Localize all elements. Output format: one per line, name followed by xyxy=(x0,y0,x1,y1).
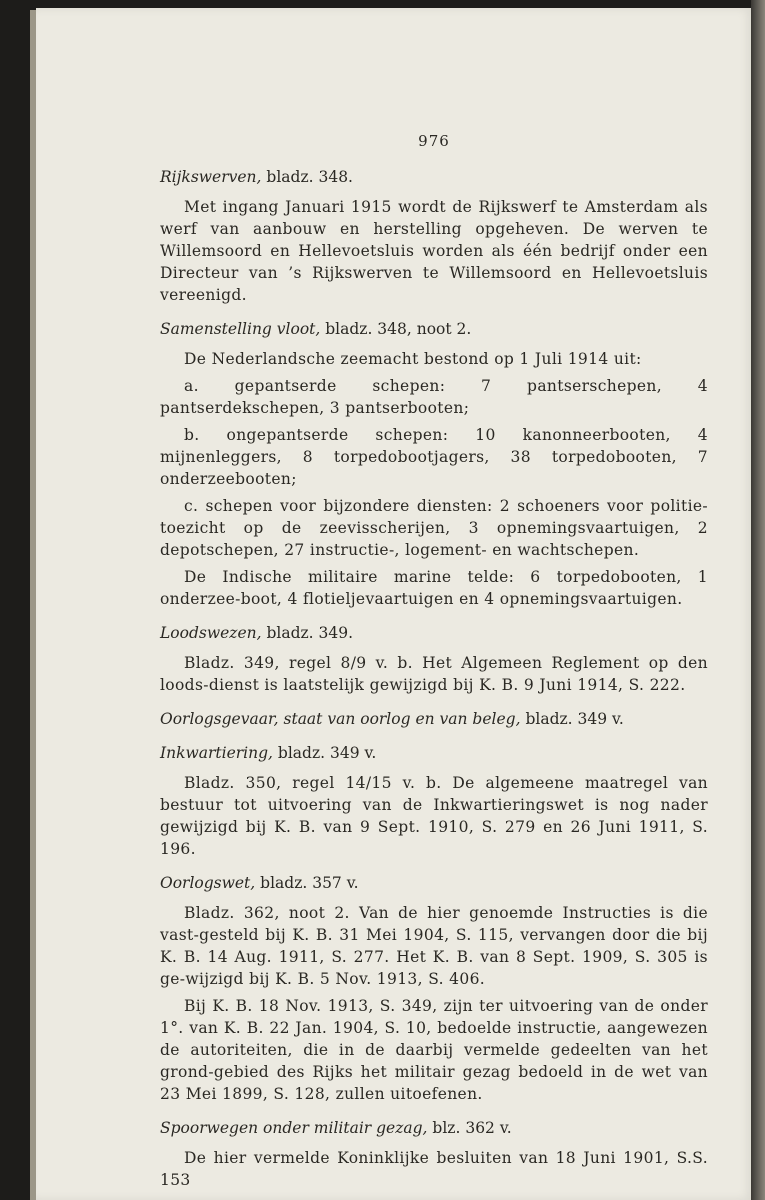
section-heading-samenstelling-vloot xyxy=(160,318,708,340)
scan-edge xyxy=(751,0,765,1200)
section-ref: bladz. 349. xyxy=(261,624,354,642)
paragraph: Met ingang Januari 1915 wordt de Rijkswerf te Amsterdam als werf van aanbouw en herstelling opgeheven. De werven te Willemsoord en Hellevoetsluis worden als één bedrijf onder een Directeur van ’s Rijkswerven te Willemsoord en Hellevoetsluis vereenigd. xyxy=(160,198,708,304)
section-heading-inkwartiering xyxy=(160,742,708,764)
list-item-c: c. schepen voor bijzondere diensten: 2 schoeners voor politie-toezicht op de zeevisscherijen, 3 opnemingsvaartuigen, 2 depotschepen, 27 instructie-, logement- en wachtschepen. xyxy=(160,497,708,559)
section-ref: bladz. 349 v. xyxy=(272,744,377,762)
section-heading-oorlogswet xyxy=(160,872,708,894)
paragraph: De Indische militaire marine telde: 6 torpedobooten, 1 onderzee-boot, 4 flotieljevaartuigen en 4 opnemingsvaartuigen. xyxy=(160,568,708,608)
section-title: Oorlogswet, xyxy=(160,874,256,892)
paragraph: Bladz. 350, regel 14/15 v. b. De algemeene maatregel van bestuur tot uitvoering van de Inkwartieringswet is nog nader gewijzigd bij K. B. van 9 Sept. 1910, S. 279 en 26 Juni 1911, S. 196. xyxy=(160,774,708,858)
section-heading-oorlogsgevaar xyxy=(160,708,708,730)
section-title: Oorlogsgevaar, staat van oorlog en van beleg, xyxy=(160,710,521,728)
section-ref: bladz. 357 v. xyxy=(255,874,359,892)
list-item-b: b. ongepantserde schepen: 10 kanonneerbooten, 4 mijnenleggers, 8 torpedobootjagers, 38 torpedobooten, 7 onderzeebooten; xyxy=(160,426,708,488)
section-ref: bladz. 348, noot 2. xyxy=(320,320,472,338)
page-text xyxy=(160,130,708,1196)
section-title: Samenstelling vloot, xyxy=(160,320,321,338)
section-title: Spoorwegen onder militair gezag, xyxy=(160,1119,428,1137)
section-title: Rijkswerven, xyxy=(160,168,262,186)
paragraph: Bladz. 349, regel 8/9 v. b. Het Algemeen Reglement op den loods-dienst is laatstelijk gewijzigd bij K. B. 9 Juni 1914, S. 222. xyxy=(160,654,708,694)
section-ref: bladz. 349 v. xyxy=(520,710,624,728)
paragraph: Bij K. B. 18 Nov. 1913, S. 349, zijn ter uitvoering van de onder 1°. van K. B. 22 Jan. 1904, S. 10, bedoelde instructie, aangewezen de autoriteiten, die in de daarbij vermelde gedeelten van het grond-gebied des Rijks het militair gezag bedoeld in de wet van 23 Mei 1899, S. 128, zullen uitoefenen. xyxy=(160,997,708,1103)
section-ref: blz. 362 v. xyxy=(427,1119,512,1137)
section-heading-rijkswerven xyxy=(160,166,708,188)
list-item-a: a. gepantserde schepen: 7 pantserschepen, 4 pantserdekschepen, 3 pantserbooten; xyxy=(160,377,708,417)
paragraph: De hier vermelde Koninklijke besluiten van 18 Juni 1901, S.S. 153 xyxy=(160,1149,708,1189)
section-heading-loodswezen xyxy=(160,622,708,644)
section-title: Loodswezen, xyxy=(160,624,262,642)
page-number: 976 xyxy=(418,132,450,150)
section-title: Inkwartiering, xyxy=(160,744,273,762)
paragraph: De Nederlandsche zeemacht bestond op 1 Juli 1914 uit: xyxy=(184,350,642,368)
paragraph: Bladz. 362, noot 2. Van de hier genoemde Instructies is die vast-gesteld bij K. B. 31 Mei 1904, S. 115, vervangen door die bij K. B. 14 Aug. 1911, S. 277. Het K. B. van 8 Sept. 1909, S. 305 is ge-wijzigd bij K. B. 5 Nov. 1913, S. 406. xyxy=(160,904,708,988)
section-ref: bladz. 348. xyxy=(261,168,353,186)
section-heading-spoorwegen xyxy=(160,1117,708,1139)
